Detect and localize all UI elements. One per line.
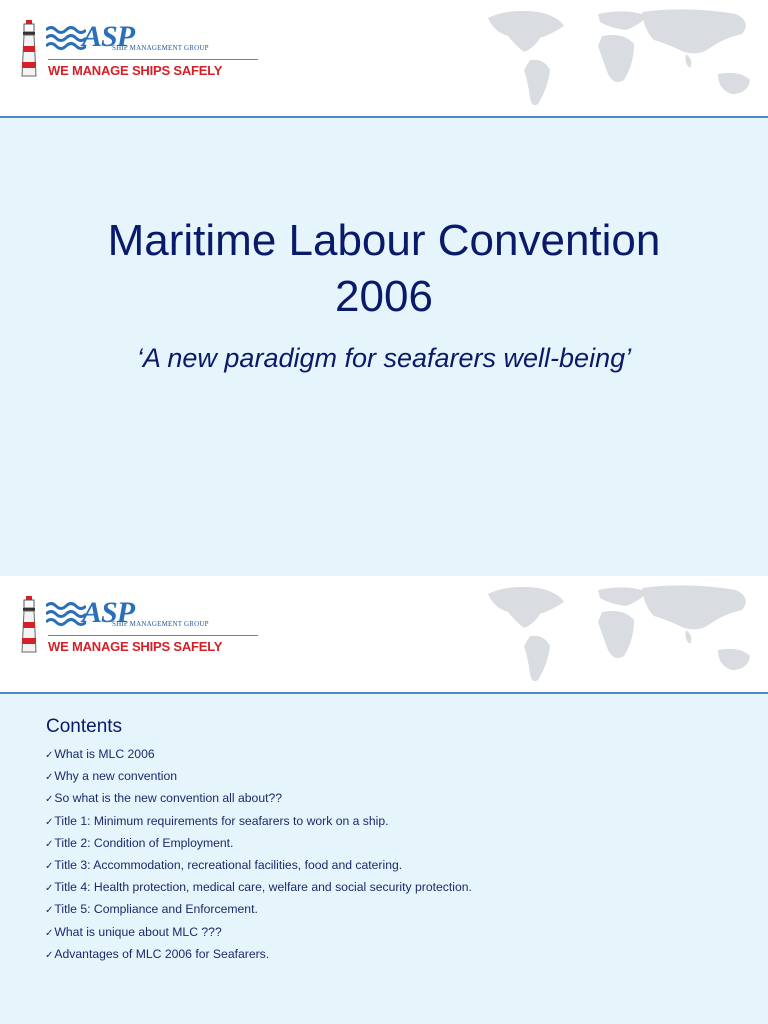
checkmark-icon: ✓	[45, 927, 54, 939]
logo-tagline: WE MANAGE SHIPS SAFELY	[48, 639, 223, 654]
checkmark-icon: ✓	[45, 772, 54, 784]
checkmark-icon: ✓	[45, 794, 54, 806]
contents-item-text: Title 5: Compliance and Enforcement.	[54, 902, 258, 917]
checkmark-icon: ✓	[45, 949, 54, 961]
slide-title-line-2: 2006	[335, 272, 433, 321]
checkmark-icon: ✓	[45, 816, 54, 828]
checkmark-icon: ✓	[45, 750, 54, 761]
contents-heading: Contents	[46, 716, 123, 737]
contents-slide	[0, 576, 768, 1024]
logo-group-name: SHIP MANAGEMENT GROUP	[112, 44, 209, 52]
logo-divider	[48, 635, 258, 636]
slide-header	[0, 0, 768, 118]
slide-title-line-1: Maritime Labour Convention	[107, 216, 661, 265]
contents-item	[45, 922, 472, 944]
contents-item-text: Why a new convention	[54, 769, 178, 784]
world-map-graphic	[478, 4, 768, 112]
contents-item-text: Title 3: Accommodation, recreational facilities, food and catering.	[54, 858, 403, 873]
contents-item	[45, 766, 472, 788]
contents-item	[45, 855, 472, 877]
contents-item	[45, 899, 472, 921]
company-logo	[18, 594, 258, 656]
checkmark-icon: ✓	[45, 861, 54, 873]
logo-divider	[48, 59, 258, 60]
contents-item	[45, 788, 472, 810]
lighthouse-icon	[20, 20, 38, 78]
contents-list	[45, 744, 472, 966]
contents-item	[45, 833, 472, 855]
contents-item-text: Title 2: Condition of Employment.	[54, 835, 234, 850]
contents-item-text: Title 4: Health protection, medical care, welfare and social security protection.	[54, 880, 472, 895]
checkmark-icon: ✓	[45, 838, 54, 850]
contents-item	[45, 811, 472, 833]
logo-brand: ASP	[82, 596, 135, 629]
contents-item-text: So what is the new convention all about??	[54, 791, 283, 806]
contents-item-text: Title 1: Minimum requirements for seafarers to work on a ship.	[54, 813, 389, 828]
waves-icon	[46, 600, 86, 630]
slide-header	[0, 576, 768, 694]
world-map-graphic	[478, 580, 768, 688]
slide-title	[0, 213, 768, 325]
contents-item	[45, 944, 472, 966]
lighthouse-icon	[20, 596, 38, 654]
waves-icon	[46, 24, 86, 54]
company-logo	[18, 18, 258, 80]
slide-subtitle: ‘A new paradigm for seafarers well-being’	[136, 343, 632, 373]
checkmark-icon: ✓	[45, 883, 54, 895]
contents-item	[45, 877, 472, 899]
contents-item-text: What is unique about MLC ???	[54, 924, 222, 939]
contents-item-text: What is MLC 2006	[54, 747, 155, 761]
checkmark-icon: ✓	[45, 905, 54, 917]
contents-item	[45, 744, 472, 766]
logo-group-name: SHIP MANAGEMENT GROUP	[112, 620, 209, 628]
contents-item-text: Advantages of MLC 2006 for Seafarers.	[54, 946, 270, 961]
logo-brand: ASP	[82, 20, 135, 53]
logo-tagline: WE MANAGE SHIPS SAFELY	[48, 63, 223, 78]
